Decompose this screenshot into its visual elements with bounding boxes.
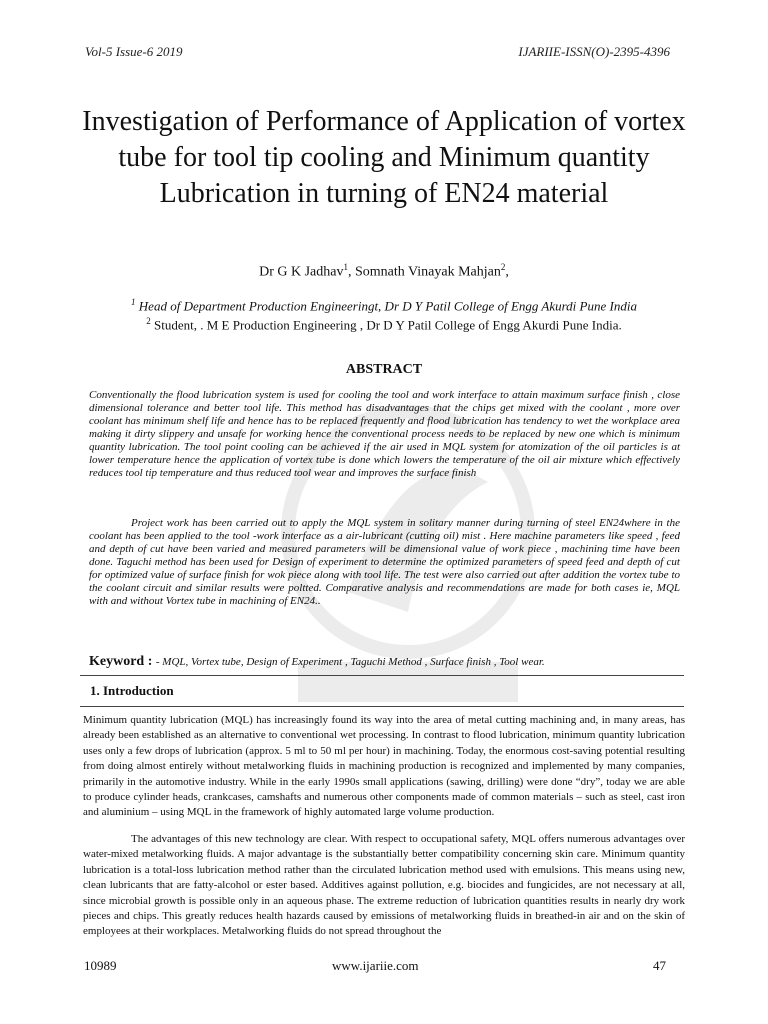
abstract-paragraph-2: Project work has been carried out to apply the MQL system in solitary manner during turning of steel EN24where in the coolant has been applied to the tool -work interface as a air-lubricant (cutting oil) mist . Here machine parameters like speed , feed and depth of cut have been varied and measured parameters will be dimensional value of work piece , machining time have been done. Taguchi method has been used for Design of experiment to determine the optimized parameters of speed feed and depth of cut for optimized value of surface finish for wok piece along with tool life. The test were also carried out after addition the vortex tube to the coolant circuit and similar results were poltted. Comparative analysis and recommendations are made for both cases ie, MQL with and without Vortex tube in machining of EN24.. [89,517,680,607]
section-title: 1. Introduction [90,683,174,698]
body-paragraph-2 [83,832,685,940]
footer-website-link[interactable]: www.ijariie.com [332,958,419,973]
journal-volume: Vol-5 Issue-6 2019 [85,44,183,59]
keywords [89,653,689,670]
affiliation-2-sup: 2 [146,316,151,326]
author-2-sup: 2 [500,262,506,272]
author-line-end: , [505,264,509,280]
affiliation-1 [60,297,708,314]
keywords-label: Keyword : [89,654,156,669]
paper-title: Investigation of Performance of Application of vortex tube for tool tip cooling and Minimum quantity Lubrication in turning of EN24 material [82,106,686,209]
body-paragraph-1: Minimum quantity lubrication (MQL) has increasingly found its way into the area of metal cutting machining and, in many areas, has already been established as an alternative to conventional wet processing. In contrast to flood lubrication, minimum quantity lubrication uses only a few drops of lubrication (approx. 5 ml to 50 ml per hour) in machining. Today, the enormous cost-saving potential resulting from doing almost entirely without metalworking fluids in machining production is recognized and implemented by many companies, primarily in the automotive industry. While in the early 1990s small applications (sawing, drilling) were done “dry”, today we are able to produce cylinder heads, crankcases, camshafts and numerous other components made of common materials – such as steel, cast iron and aluminium – using MQL in the framework of highly automated large volume production. [83,714,685,819]
affiliation-2-text: Student, . M E Production Engineering , Dr D Y Patil College of Engg Akurdi Pune India. [150,317,622,333]
author-separator: , [347,264,355,280]
author-1-sup: 1 [343,262,348,272]
abstract-paragraph-1: Conventionally the flood lubrication system is used for cooling the tool and work interface to attain maximum surface finish , close dimensional tolerance and better tool life. This method has disadvantages that the chips get mixed with the coolant , more over coolant has minimum shelf life and hence has to be replaced frequently and flood lubrication has tendency to wet the workplace area making it dirty slippery and unsafe for working hence the conventional process needs to be replaced by new one which is minimum quantity lubrication. The tool point cooling can be achieved if the air used in MQL system for atomization of the oil particles is at lower temperature hence the application of vortex tube is done which lowers the temperature of the oil air mixture which effectively reduces tool tip temperature and thus reduced tool wear and improves the surface finish [89,389,680,479]
author-1: Dr G K Jadhav [259,264,344,280]
affiliation-1-sup: 1 [131,297,136,307]
abstract-heading: ABSTRACT [345,362,423,377]
affiliation-1-text: Head of Department Production Engineeringt, Dr D Y Patil College of Engg Akurdi Pune India [135,298,637,314]
author-line [60,262,708,281]
footer-page-number: 47 [653,958,666,973]
affiliation-2 [60,316,708,333]
keywords-text: - MQL, Vortex tube, Design of Experiment , Taguchi Method , Surface finish , Tool wear. [155,656,545,668]
body-paragraph-2-text: The advantages of this new technology are clear. With respect to occupational safety, MQL offers numerous advantages over water-mixed metalworking fluids. A major advantage is the substantially better compatibility concerning skin care. Minimum quantity lubrication is a total-loss lubrication method rather than the circulated lubrication method used with emulsions. This means using new, clean lubricants that are fatty-alcohol or ester based. Additives against pollution, e.g. biocides and fungicides, are not necessary at all, since microbial growth is possible only in an aqueous phase. The extreme reduction of lubrication quantities results in nearly dry work pieces and chips. This greatly reduces health hazards caused by emissions of metalworking fluids in breathed-in air and on the skin of employees at their workplaces. Metalworking fluids do not spread throughout the [83,833,685,938]
footer-paper-id: 10989 [84,958,117,973]
section-heading-box [80,675,684,707]
journal-issn: IJARIIE-ISSN(O)-2395-4396 [518,44,670,59]
author-2: Somnath Vinayak Mahjan [354,264,501,280]
